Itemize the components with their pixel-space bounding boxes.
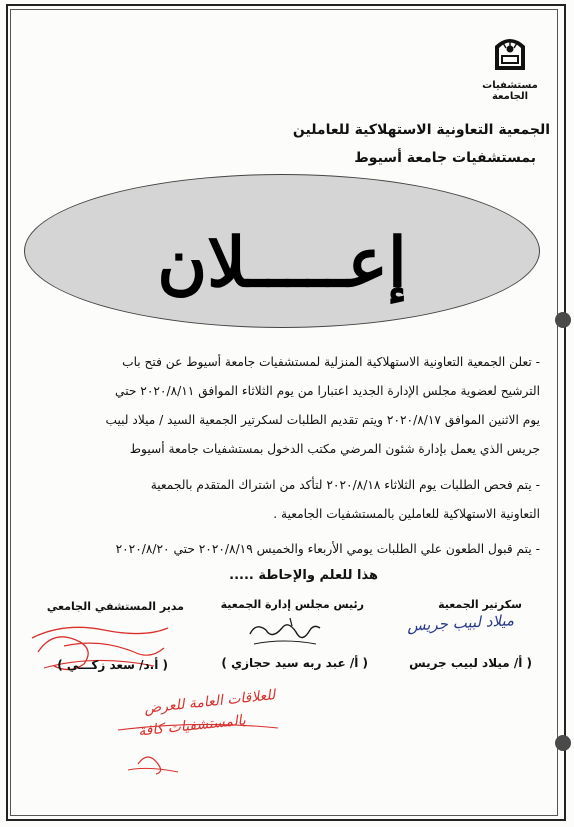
red-handwritten-note-line-2: بالمستشفيات كافة [137,712,247,740]
announcement-paragraph-1 [105,348,540,464]
signature-name-secretary: ( أ/ ميلاد لبيب جريس [409,656,532,670]
red-note-underline-scribble [108,720,288,780]
binder-hole-icon [555,735,571,751]
signature-name-hospital-director: ( أ.د/ سعد زكـــي ) [57,658,168,672]
closing-line: هذا للعلم والإحاطة ..... [229,568,378,583]
signature-name-board-chairman: ( أ/ عبد ربه سيد حجازي ) [221,656,368,670]
announcement-paragraph-2 [151,471,540,529]
paragraph-line: يوم الاثنين الموافق ٢٠٢٠/٨/١٧ ويتم تقديم الطلبات لسكرتير الجمعية السيد / ميلاد لبيب [105,413,540,427]
secretary-signature: ميلاد لبيب جريس [406,611,515,635]
organization-name: الجمعية التعاونية الاستهلاكية للعاملين [292,122,550,138]
announcement-paragraph-3: - يتم قبول الطعون علي الطلبات يومي الأربعاء والخميس ٢٠٢٠/٨/١٩ حتي ٢٠٢٠/٨/٢٠ [115,542,540,556]
paragraph-line: التعاونية الاستهلاكية للعاملين بالمستشفيات الجامعية . [273,507,540,521]
signature-title-board-chairman: رئيس مجلس إدارة الجمعية [220,598,364,611]
paragraph-line: - يتم فحص الطلبات يوم الثلاثاء ٢٠٢٠/٨/١٨ لتأكد من اشتراك المتقدم بالجمعية [150,478,540,492]
signature-title-hospital-director: مدير المستشفي الجامعي [46,600,184,613]
university-hospitals-logo-icon [491,30,529,72]
announcement-headline: إعـــــلان [157,223,407,303]
paragraph-line: جريس الذي يعمل بإدارة شئون المرضي مكتب الدخول بمستشفيات جامعة أسيوط [129,442,540,456]
binder-hole-icon [555,312,571,328]
paragraph-line: - تعلن الجمعية التعاونية الاستهلاكية المنزلية لمستشفيات جامعة أسيوط عن فتح باب [122,355,540,369]
red-handwritten-note-line-1: للعلاقات العامة للعرض [143,687,277,717]
paragraph-line: الترشيح لعضوية مجلس الإدارة الجديد اعتبارا من يوم الثلاثاء الموافق ٢٠٢٠/٨/١١ حتي [115,384,540,398]
signature-title-secretary: سكرتير الجمعية [438,598,522,611]
chairman-signature-scribble [244,614,324,654]
organization-subtitle: بمستشفيات جامعة أسيوط [354,150,536,166]
logo-caption: مستشفيات الجامعة [482,80,538,102]
